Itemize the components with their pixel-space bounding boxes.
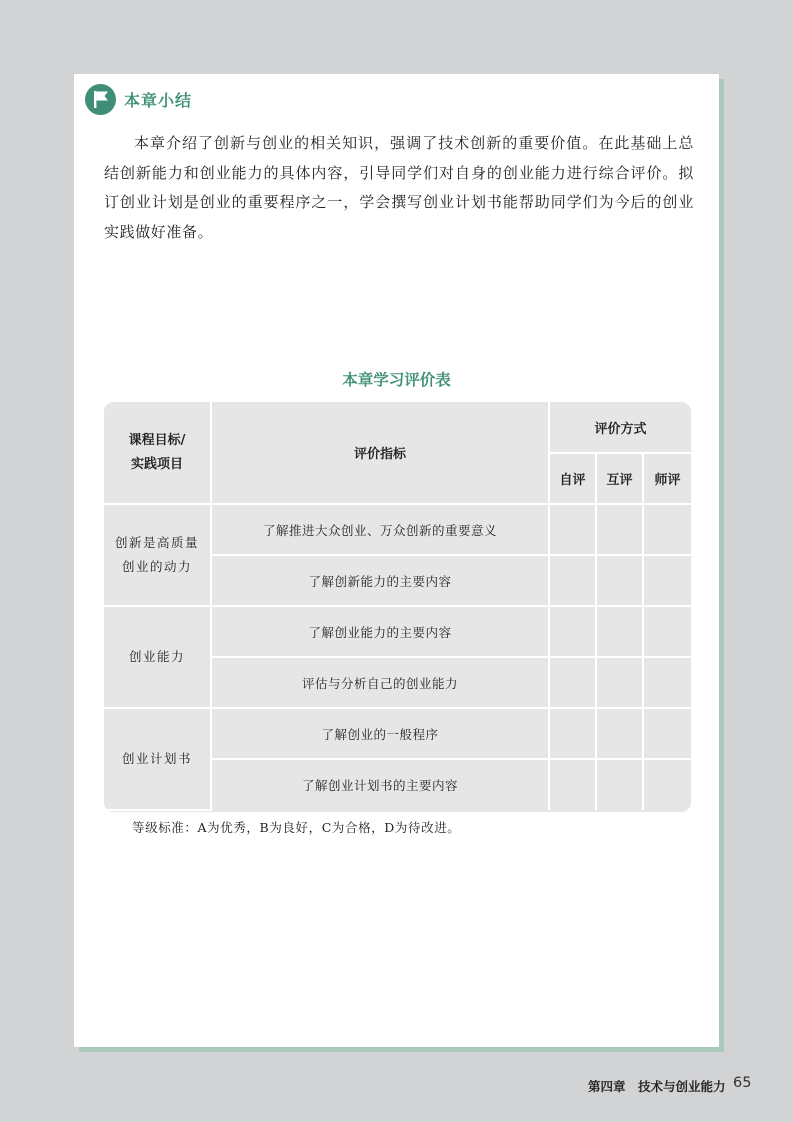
textbook-page	[74, 74, 719, 1047]
teacher-score-cell[interactable]	[643, 606, 691, 657]
goal-cell: 创新是高质量 创业的动力	[104, 504, 211, 606]
header-self-evaluation: 自评	[549, 453, 596, 504]
indicator-cell: 了解创业的一般程序	[211, 708, 549, 759]
chapter-running-title: 第四章 技术与创业能力	[588, 1079, 726, 1094]
header-peer-evaluation: 互评	[596, 453, 643, 504]
table-row	[104, 504, 691, 555]
header-evaluation-method: 评价方式	[549, 402, 691, 453]
peer-score-cell[interactable]	[596, 606, 643, 657]
self-score-cell[interactable]	[549, 708, 596, 759]
peer-score-cell[interactable]	[596, 759, 643, 810]
indicator-cell: 了解创业能力的主要内容	[211, 606, 549, 657]
indicator-cell: 评估与分析自己的创业能力	[211, 657, 549, 708]
self-score-cell[interactable]	[549, 504, 596, 555]
goal-cell: 创业能力	[104, 606, 211, 708]
goal-cell: 创业计划书	[104, 708, 211, 810]
flag-icon	[85, 84, 116, 115]
peer-score-cell[interactable]	[596, 657, 643, 708]
header-indicator: 评价指标	[211, 402, 549, 504]
evaluation-table	[104, 402, 691, 812]
table-row	[104, 708, 691, 759]
section-title: 本章小结	[124, 91, 193, 110]
self-score-cell[interactable]	[549, 606, 596, 657]
page-number: 65	[733, 1075, 752, 1091]
indicator-cell: 了解创业计划书的主要内容	[211, 759, 549, 810]
peer-score-cell[interactable]	[596, 504, 643, 555]
teacher-score-cell[interactable]	[643, 504, 691, 555]
teacher-score-cell[interactable]	[643, 759, 691, 810]
teacher-score-cell[interactable]	[643, 708, 691, 759]
header-teacher-evaluation: 师评	[643, 453, 691, 504]
grading-standard-note: 等级标准：A为优秀，B为良好，C为合格，D为待改进。	[132, 820, 461, 835]
table-title: 本章学习评价表	[342, 371, 451, 389]
self-score-cell[interactable]	[549, 657, 596, 708]
self-score-cell[interactable]	[549, 759, 596, 810]
peer-score-cell[interactable]	[596, 708, 643, 759]
teacher-score-cell[interactable]	[643, 555, 691, 606]
indicator-cell: 了解推进大众创业、万众创新的重要意义	[211, 504, 549, 555]
table-row	[104, 606, 691, 657]
peer-score-cell[interactable]	[596, 555, 643, 606]
header-course-goal: 课程目标/ 实践项目	[104, 402, 211, 504]
teacher-score-cell[interactable]	[643, 657, 691, 708]
chapter-summary-paragraph: 本章介绍了创新与创业的相关知识，强调了技术创新的重要价值。在此基础上总结创新能力和创业能力的具体内容，引导同学们对自身的创业能力进行综合评价。拟订创业计划是创业的重要程序之一，学会撰写创业计划书能帮助同学们为今后的创业实践做好准备。	[104, 134, 694, 241]
indicator-cell: 了解创新能力的主要内容	[211, 555, 549, 606]
self-score-cell[interactable]	[549, 555, 596, 606]
